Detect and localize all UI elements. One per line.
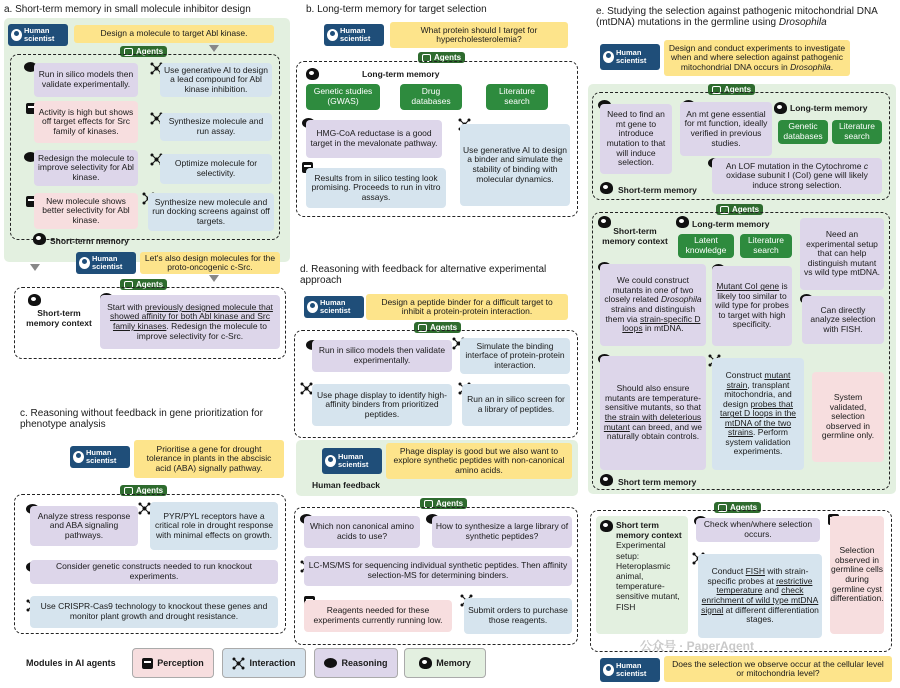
memory-icon (774, 102, 787, 114)
memory-source-latent: Latent knowledge (678, 234, 734, 258)
panel-d-title: d. Reasoning with feedback for alternative experimental approach (300, 264, 547, 287)
human-query: Design a molecule to target Abl kinase. (74, 25, 274, 43)
reasoning-box: Start with previously designed molecule that showed affinity for both Abl kinase and Src family kinases. Redesign the molecule to improve selectivity for c-Src. (100, 295, 280, 349)
reasoning-box: HMG-CoA reductase is a good target in the mevalonate pathway. (306, 120, 442, 158)
human-scientist-badge: Human scientist (322, 448, 382, 474)
legend-reasoning: Reasoning (314, 648, 398, 678)
person-icon (307, 301, 318, 313)
person-icon (73, 451, 84, 463)
interaction-box: Simulate the binding interface of protein-protein interaction. (460, 338, 570, 374)
human-query: Design and conduct experiments to investigate when and where selection against pathogenic mitochondrial DNA occurs in Drosophila. (664, 40, 850, 76)
legend-interaction: Interaction (222, 648, 306, 678)
human-feedback-text: Phage display is good but we also want to explore synthetic peptides with non-canonical amino acids. (386, 443, 572, 479)
short-term-memory-context-label: Short-term memory context (26, 308, 92, 329)
memory-source-drug-db: Drug databases (400, 84, 462, 110)
reasoning-box: Need to find an mt gene to introduce mutation to that will induce selection. (600, 104, 672, 174)
agents-label: Agents (414, 322, 461, 333)
perception-box: Reagents needed for these experiments currently running low. (304, 600, 452, 632)
perception-icon (142, 658, 153, 669)
agents-label: Agents (120, 46, 167, 57)
interaction-box: Construct mutant strain, transplant mitochondria, and design probes that target D loops in the mtDNA of the two strains. Perform system validation experiments. (712, 358, 804, 470)
human-scientist-badge: Human scientist (324, 24, 384, 46)
memory-icon (676, 216, 689, 228)
memory-icon (600, 474, 613, 486)
reasoning-icon (324, 658, 337, 668)
interaction-box: Use phage display to identify high-affinity binders from prioritized peptides. (312, 384, 452, 426)
reasoning-box: Run in silico models then validate experimentally. (312, 340, 452, 372)
reasoning-box: Mutant CoI gene is likely too similar to wild type for probes to target with high specificity. (712, 266, 792, 346)
arrow-icon (209, 45, 219, 52)
memory-source-gwas: Genetic studies (GWAS) (306, 84, 380, 110)
person-icon (327, 29, 338, 41)
watermark: 公众号 · PaperAgent (640, 639, 755, 653)
arrow-icon (30, 264, 40, 271)
reasoning-box: We could construct mutants in one of two closely related Drosophila strains and distinguish them via strain-specific D loops in mtDNA. (600, 264, 706, 346)
agents-label: Agents (418, 52, 465, 63)
legend-memory: Memory (404, 648, 486, 678)
human-scientist-badge: Human scientist (70, 446, 130, 468)
interaction-box: Submit orders to purchase those reagents. (464, 598, 572, 634)
interaction-icon (232, 657, 245, 670)
interaction-box: Use generative AI to design a binder and simulate the stability of binding with molecular dynamics. (460, 124, 570, 206)
human-scientist-badge: Human scientist (304, 296, 364, 318)
memory-icon (419, 657, 432, 669)
short-term-memory-label: Short-term memory (618, 185, 697, 195)
reasoning-box: Analyze stress response and ABA signaling pathways. (30, 506, 138, 546)
reasoning-box: An mt gene essential for mt function, ideally verified in previous studies. (680, 102, 772, 156)
arrow-icon (209, 275, 219, 282)
agents-label: Agents (714, 502, 761, 513)
legend-title: Modules in AI agents (26, 658, 116, 668)
short-term-memory-label: Short term memory (618, 477, 697, 487)
memory-icon (306, 68, 319, 80)
agents-label: Agents (716, 204, 763, 215)
person-icon (603, 51, 614, 63)
panel-b-title: b. Long-term memory for target selection (306, 4, 487, 15)
memory-icon (600, 520, 613, 532)
long-term-memory-label: Long-term memory (790, 103, 868, 113)
reasoning-box: Consider genetic constructs needed to run knockout experiments. (30, 560, 278, 584)
legend-perception: Perception (132, 648, 214, 678)
person-icon (325, 455, 336, 467)
memory-source-literature: Literature search (486, 84, 548, 110)
memory-source-literature: Literature search (832, 120, 882, 144)
person-icon (11, 29, 22, 41)
long-term-memory-label: Long-term memory (692, 219, 770, 229)
short-term-memory-context-box (596, 516, 688, 634)
interaction-box: Use CRISPR-Cas9 technology to knockout these genes and monitor plant growth and drought resistance. (30, 596, 278, 628)
reasoning-box: LC-MS/MS for sequencing individual synthetic peptides. Then affinity selection-MS for determining binders. (304, 556, 572, 586)
reasoning-box: Need an experimental setup that can help distinguish mutant vs wild type mtDNA. (800, 218, 884, 290)
person-icon (603, 664, 614, 676)
interaction-box: Run an in silico screen for a library of peptides. (462, 384, 570, 426)
human-scientist-badge: Human scientist (600, 658, 660, 682)
human-query: Let's also design molecules for the proto-oncogenic c-Src. (140, 252, 280, 274)
memory-icon (28, 294, 41, 306)
memory-icon (33, 233, 46, 245)
reasoning-box: An LOF mutation in the Cytochrome c oxidase subunit I (CoI) gene will likely induce strong selection. (712, 158, 882, 194)
panel-e-title: e. Studying the selection against pathogenic mitochondrial DNA (mtDNA) mutations in the germline using Drosophila (596, 6, 878, 29)
reasoning-box: How to synthesize a large library of synthetic peptides? (432, 516, 572, 548)
human-scientist-badge: Human scientist (76, 252, 136, 274)
perception-box: New molecule shows better selectivity for Abl kinase. (34, 193, 138, 229)
memory-source-genetic-db: Genetic databases (778, 120, 828, 144)
reasoning-box: Redesign the molecule to improve selectivity for Abl kinase. (34, 150, 138, 186)
short-term-memory-context-label: Short-term memory context (602, 226, 668, 247)
agents-label: Agents (708, 84, 755, 95)
human-query: Does the selection we observe occur at the cellular level or mitochondria level? (664, 656, 892, 682)
context-title: Short term memory context (616, 520, 682, 541)
perception-box: Results from in silico testing look promising. Proceeds to run in vitro assays. (306, 168, 446, 208)
perception-box: Selection observed in germline cells during germline cyst differentiation. (830, 516, 884, 634)
human-query: Prioritise a gene for drought tolerance in plants in the abscisic acid (ABA) signally pathway. (134, 440, 284, 478)
person-icon (79, 257, 90, 269)
reasoning-box: Run in silico models then validate experimentally. (34, 63, 138, 97)
interaction-box: Synthesize new molecule and run docking screens against off targets. (148, 193, 274, 231)
reasoning-box: Can directly analyze selection with FISH. (802, 296, 884, 344)
interaction-box: Synthesize molecule and run assay. (160, 113, 272, 141)
agents-label: Agents (120, 279, 167, 290)
agents-label: Agents (420, 498, 467, 509)
interaction-box: Use generative AI to design a lead compound for Abl kinase inhibition. (160, 63, 272, 97)
interaction-box: PYR/PYL receptors have a critical role in drought response with minimal effects on growth. (150, 502, 278, 550)
human-scientist-badge: Human scientist (8, 24, 68, 46)
interaction-box: Conduct FISH with strain-specific probes at restrictive temperature and check enrichment of wild type mtDNA signal at different differentiation stages. (698, 554, 822, 638)
human-query: What protein should I target for hypercholesterolemia? (390, 22, 568, 48)
interaction-box: Optimize molecule for selectivity. (160, 154, 272, 184)
human-scientist-badge: Human scientist (600, 44, 660, 70)
human-query: Design a peptide binder for a difficult target to inhibit a protein-protein interaction. (366, 294, 568, 320)
perception-box: Activity is high but shows off target effects for Src family of kinases. (34, 101, 138, 143)
agents-label: Agents (120, 485, 167, 496)
perception-box: System validated, selection observed in germline only. (812, 372, 884, 462)
short-term-memory-label: Short-term memory (50, 236, 129, 246)
panel-c-title: c. Reasoning without feedback in gene prioritization for phenotype analysis (20, 408, 263, 431)
context-body: Experimental setup: Heteroplasmic animal, temperature-sensitive mutant, FISH (616, 540, 680, 612)
memory-source-literature: Literature search (740, 234, 792, 258)
panel-a-title: a. Short-term memory in small molecule inhibitor design (4, 4, 251, 15)
memory-icon (600, 182, 613, 194)
long-term-memory-label: Long-term memory (362, 69, 440, 79)
human-feedback-label: Human feedback (312, 480, 381, 490)
reasoning-box: Which non canonical amino acids to use? (304, 516, 420, 548)
reasoning-box: Should also ensure mutants are temperature-sensitive mutants, so that the strain with deleterious mutant can breed, and we naturally obtain controls. (600, 356, 706, 470)
reasoning-box: Check when/where selection occurs. (696, 518, 820, 542)
